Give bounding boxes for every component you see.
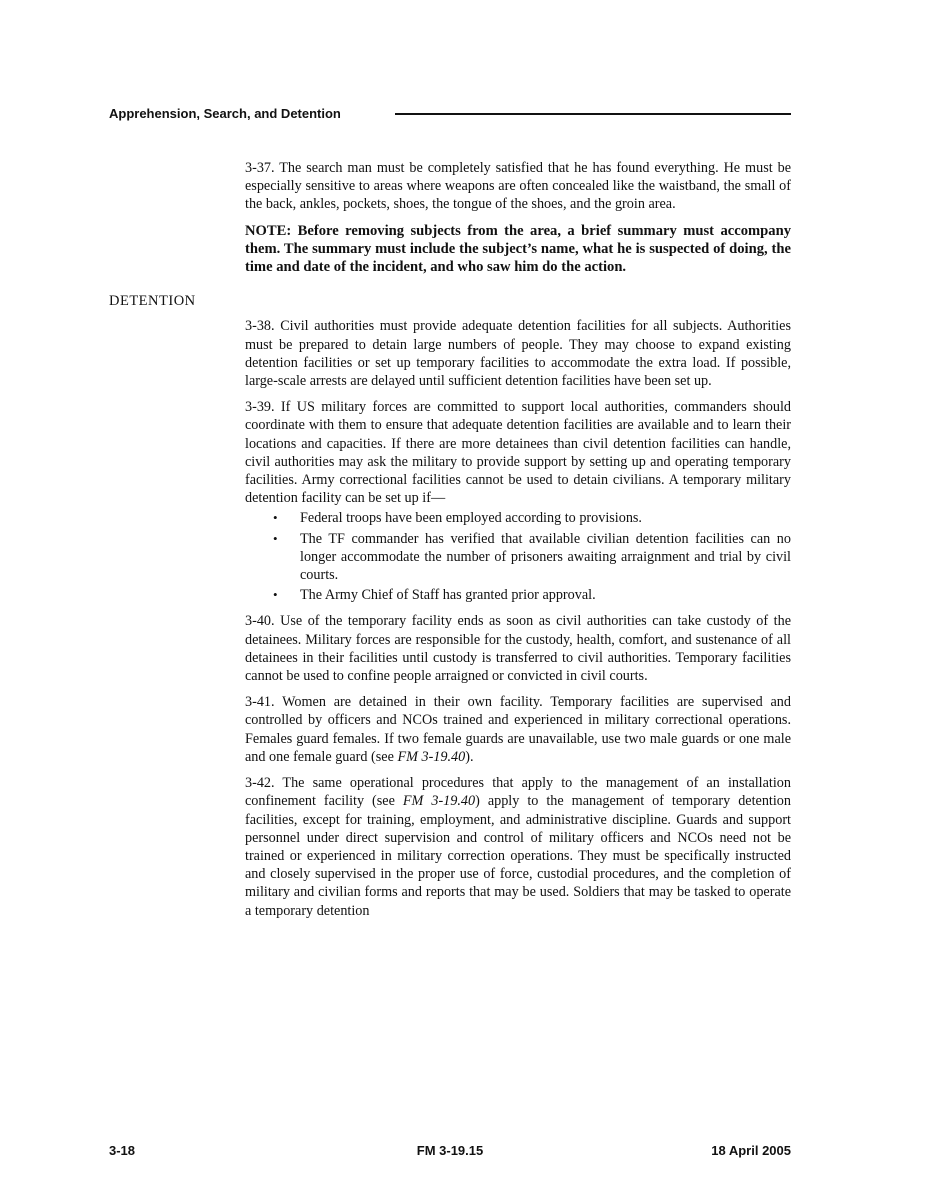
paragraph-3-41 bbox=[245, 693, 791, 766]
paragraph-3-37: 3-37. The search man must be completely satisfied that he has found everything. He must be especially sensitive to areas where weapons are often concealed like the waistband, the small of the back, ankles, pockets, shoes, the tongue of the shoes, and the groin area. bbox=[245, 160, 791, 213]
manual-reference: FM 3-19.40 bbox=[402, 793, 476, 810]
paragraph-3-39: 3-39. If US military forces are committed to support local authorities, commanders should coordinate with them to ensure that adequate detention facilities are available and to learn their locations and capacities. If there are more detainees than civil detention facilities can handle, civil authorities may ask the military to provide support by setting up and operating temporary facilities. Army correctional facilities cannot be used to detain civilians. A temporary military detention facility can be set up if— bbox=[245, 399, 791, 507]
header-rule bbox=[395, 113, 791, 115]
bullet-icon: • bbox=[273, 587, 278, 603]
paragraph-3-41-text: 3-41. Women are detained in their own facility. Temporary facilities are supervised and controlled by officers and NCOs trained and experienced in military correctional operations. Females guard females. If two female guards are unavailable, use two male guards or one male and one female guard (see bbox=[245, 694, 791, 765]
paragraph-3-40: 3-40. Use of the temporary facility ends as soon as civil authorities can take custody of the detainees. Military forces are responsible for the custody, health, comfort, and sustenance of all detainees in their facilities until custody is transferred to civil authorities. Temporary facilities cannot be used to confine people arraigned or convicted in civil courts. bbox=[245, 613, 791, 685]
paragraph-3-42-start: 3-42. The same operational procedures that apply to the management of an installation confinement facility (see bbox=[245, 775, 791, 810]
paragraph-3-42-rest: ) apply to the management of temporary detention facilities, except for training, employment, and administrative discipline. Guards and support personnel under direct supervision and control of military officers and NCOs need not be trained or experienced in military correction operations. They must be specifically instructed and closely supervised in the proper use of force, custodial procedures, and the completion of military and civilian forms and reports that may be used. Soldiers that may be tasked to operate a temporary detention bbox=[245, 793, 791, 919]
publication-date: 18 April 2005 bbox=[711, 1143, 791, 1158]
paragraph-3-41-end: ). bbox=[465, 748, 474, 765]
list-item bbox=[245, 509, 791, 527]
list-item-text: The TF commander has verified that available civilian detention facilities can no longer accommodate the number of prisoners awaiting arraignment and trial by civil courts. bbox=[300, 530, 791, 584]
bullet-icon: • bbox=[273, 530, 278, 546]
manual-id: FM 3-19.15 bbox=[416, 1143, 484, 1158]
bullet-icon: • bbox=[273, 510, 278, 526]
note-paragraph: NOTE: Before removing subjects from the area, a brief summary must accompany them. The summary must include the subject’s name, what he is suspected of doing, the time and date of the incident, and who saw him do the action. bbox=[245, 222, 791, 276]
header-title: Apprehension, Search, and Detention bbox=[109, 106, 341, 121]
list-item-text: The Army Chief of Staff has granted prior approval. bbox=[300, 587, 596, 604]
paragraph-3-42 bbox=[245, 774, 791, 920]
manual-reference: FM 3-19.40 bbox=[397, 748, 466, 765]
list-item bbox=[245, 586, 791, 604]
body-text bbox=[109, 159, 791, 928]
bullet-list bbox=[245, 509, 791, 604]
list-item bbox=[245, 530, 791, 585]
section-heading-detention: DETENTION bbox=[109, 293, 196, 310]
running-header bbox=[109, 105, 791, 125]
running-footer bbox=[109, 1142, 791, 1160]
page-number: 3-18 bbox=[109, 1143, 136, 1158]
paragraph-3-38: 3-38. Civil authorities must provide adequate detention facilities for all subjects. Authorities must be prepared to detain large numbers of people. They may choose to expand existing detention facilities or set up temporary facilities to accommodate the extra load. If possible, large-scale arrests are delayed until sufficient detention facilities have been set up. bbox=[245, 318, 791, 390]
list-item-text: Federal troops have been employed according to provisions. bbox=[300, 510, 642, 527]
